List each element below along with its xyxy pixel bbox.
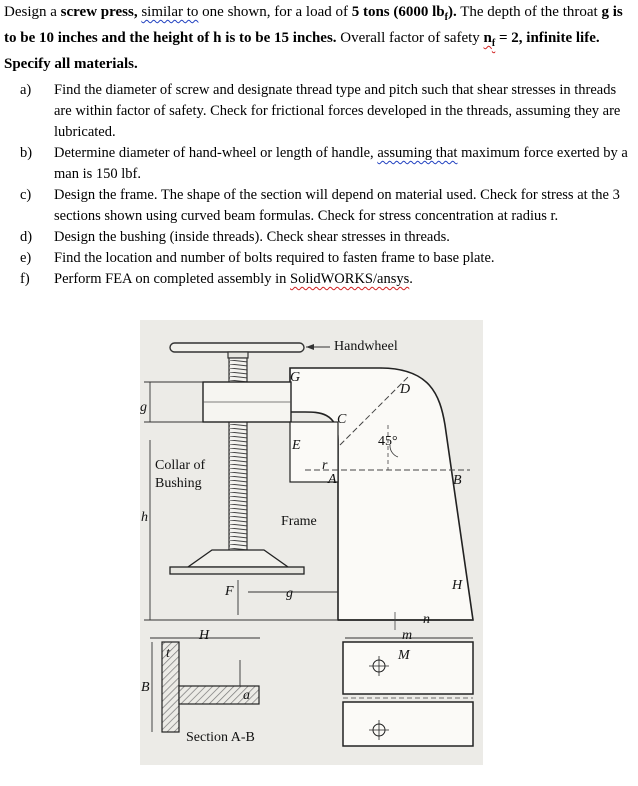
label-t-thickness: t [166, 646, 170, 661]
intro-text-4: one shown, for a load of [198, 4, 352, 20]
task-label: a) [20, 82, 32, 98]
task-f-mark: SolidWORKS/ansys [290, 271, 410, 287]
intro-text-8: The depth of the throat [456, 4, 602, 20]
task-b-pre: Determine diameter of hand-wheel or length of handle, [54, 145, 378, 161]
task-f-post: . [409, 271, 413, 287]
task-text: Find the diameter of screw and designate thread type and pitch such that shear stresses in threads are within factor of safety. Check for frictional forces developed in the threads, assuming they are lubricated. [54, 82, 621, 140]
task-text: Design the bushing (inside threads). Check shear stresses in threads. [54, 229, 450, 245]
label-d-point: D [400, 382, 411, 397]
intro-screw-press: screw press, [60, 4, 142, 20]
label-c-point: C [337, 412, 347, 427]
task-b-post: maximum force exerted by a man is 150 lbf. [54, 145, 628, 182]
task-text: Design the frame. The shape of the section will depend on material used. Check for stress at the 3 sections shown using curved beam formulas. Check for stress concentration at radius r. [54, 187, 620, 224]
problem-statement [4, 2, 630, 75]
task-label: f) [20, 271, 30, 287]
label-n-dimension: n [423, 612, 430, 627]
intro-safety-rest: = 2, infinite life. Specify all materials. [4, 30, 600, 72]
label-b-point: B [453, 473, 462, 488]
task-text: Find the location and number of bolts required to fasten frame to base plate. [54, 250, 495, 266]
label-h-section: H [199, 628, 210, 643]
intro-text-1: Design a [4, 4, 61, 20]
task-text [54, 143, 630, 185]
label-bushing: Bushing [155, 476, 202, 491]
label-h-dimension: h [141, 510, 148, 525]
label-g-point: G [290, 370, 301, 385]
task-d [20, 227, 630, 248]
label-frame: Frame [281, 514, 317, 529]
task-label: e) [20, 250, 32, 266]
label-b-dimension: g [140, 400, 147, 415]
intro-n: n [483, 30, 492, 46]
label-collar-of: Collar of [155, 458, 206, 473]
label-g-dimension: g [286, 586, 293, 601]
label-e-point: E [292, 438, 301, 453]
screw-press-figure [140, 320, 483, 765]
intro-load-close: ). [448, 4, 457, 20]
label-handwheel: Handwheel [334, 339, 398, 354]
label-m-dimension: m [402, 628, 413, 643]
label-a-point: A [328, 472, 337, 487]
label-f-force: F [225, 584, 234, 599]
task-b [20, 143, 630, 185]
task-b-mark: assuming that [377, 145, 458, 161]
label-m-point: M [398, 648, 410, 663]
task-a [20, 80, 630, 143]
task-label: b) [20, 145, 33, 161]
label-h-upper: H [452, 578, 463, 593]
task-text [54, 269, 630, 290]
task-list [20, 80, 630, 290]
task-f-pre: Perform FEA on completed assembly in [54, 271, 290, 287]
task-f [20, 269, 630, 290]
intro-load-sub: f [444, 12, 448, 23]
intro-text-10: Overall factor of safety [336, 30, 484, 46]
task-e [20, 248, 630, 269]
task-label: d) [20, 229, 33, 245]
label-b-section: B [141, 680, 150, 695]
intro-similar-to: similar to [141, 4, 199, 20]
intro-dimensions: g is to be 10 inches and the height of h is to be 15 inches. [4, 4, 623, 46]
label-r-radius: r [322, 458, 328, 473]
screw-press-drawing [140, 320, 483, 765]
label-section-ab: Section A-B [186, 730, 255, 745]
label-45-degree: 45° [378, 434, 398, 449]
intro-load [351, 4, 457, 23]
task-c [20, 185, 630, 227]
intro-load-value: 5 tons (6000 lb [351, 4, 445, 20]
label-a-thickness: a [243, 688, 250, 703]
intro-n-sub: f [491, 38, 496, 49]
task-label: c) [20, 187, 32, 203]
